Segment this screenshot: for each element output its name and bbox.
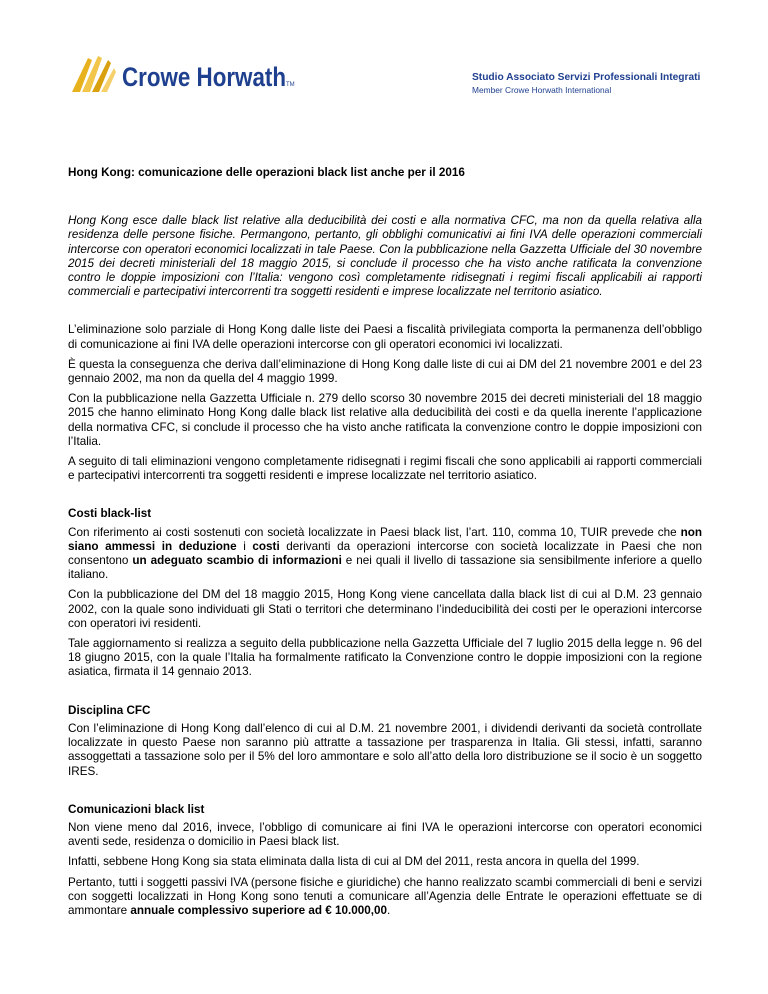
section-heading-cfc: Disciplina CFC: [68, 703, 151, 717]
firm-info: [472, 72, 700, 95]
intro-paragraph-4: A seguito di tali eliminazioni vengono completamente ridisegnati i regimi fiscali che sono applicabili ai rapporti commerciali e partecipativi intercorrenti tra soggetti residenti e imprese localizzate nel territorio asiatico.: [68, 455, 702, 483]
document-title: Hong Kong: comunicazione delle operazioni black list anche per il 2016: [68, 166, 465, 179]
comunicazioni-paragraph-2: Infatti, sebbene Hong Kong sia stata eliminata dalla lista di cui al DM del 2011, resta ancora in quella del 1999.: [68, 855, 640, 869]
intro-paragraph-2: È questa la conseguenza che deriva dall’eliminazione di Hong Kong dalle liste di cui ai DM del 21 novembre 2001 e del 23 gennaio 2002, ma non da quella del 4 maggio 1999.: [68, 357, 702, 386]
comunicazioni-paragraph-1: Non viene meno dal 2016, invece, l’obbligo di comunicare ai fini IVA le operazioni intercorse con operatori economici aventi sede, residenza o domicilio in Paesi black list.: [68, 820, 702, 849]
costi-paragraph-2: Con la pubblicazione del DM del 18 maggio 2015, Hong Kong viene cancellata dalla black list di cui al D.M. 23 gennaio 2002, con la quale sono individuati gli Stati o territori che determinano l’indeducibilità dei costi per le operazioni intercorse con operatori ivi residenti.: [68, 588, 702, 630]
crowe-horwath-logo: [68, 50, 298, 96]
firm-member: Member Crowe Horwath International: [472, 85, 612, 95]
comunicazioni-paragraph-3: Pertanto, tutti i soggetti passivi IVA (persone fisiche e giuridiche) che hanno realizzato scambi commerciali di beni e servizi con soggetti localizzati in Hong Kong sono tenuti a comunicare all’Agenzia delle Entrate le operazioni effettuate se di ammontare annuale complessivo superiore ad € 10.000,00.: [68, 875, 702, 917]
costi-paragraph-1: Con riferimento ai costi sostenuti con società localizzate in Paesi black list, l’art. 110, comma 10, TUIR prevede che non siano ammessi in deduzione i costi derivanti da operazioni intercorse con società localizzate in Paesi che non consentono un adeguato scambio di informazioni e nei quali il livello di tassazione sia sensibilmente inferiore a quello italiano.: [68, 525, 702, 582]
intro-paragraph-3: Con la pubblicazione nella Gazzetta Ufficiale n. 279 dello scorso 30 novembre 2015 dei decreti ministeriali del 18 maggio 2015 che hanno eliminato Hong Kong dalle black list relative alla deducibilità dei costi e da quella inerente l’applicazione della normativa CFC, si conclude il processo che ha visto anche ratificata la convenzione contro le doppie imposizioni con l’Italia.: [68, 392, 702, 448]
section-heading-costi: Costi black-list: [68, 507, 152, 521]
logo-wordmark: Crowe Horwath: [122, 62, 286, 92]
section-heading-comunicazioni: Comunicazioni black list: [68, 802, 205, 816]
costi-paragraph-3: Tale aggiornamento si realizza a seguito della pubblicazione nella Gazzetta Ufficiale del 7 luglio 2015 della legge n. 96 del 18 giugno 2015, con la quale l’Italia ha formalmente ratificato la Convenzione contro le doppie imposizioni con la regione asiatica, firmata il 14 gennaio 2013.: [68, 637, 702, 679]
cfc-paragraph-1: Con l’eliminazione di Hong Kong dall’elenco di cui al D.M. 21 novembre 2001, i dividendi derivanti da società controllate localizzate in questo Paese non saranno più attratte a tassazione per trasparenza in Italia. Gli stessi, infatti, saranno assoggettati a tassazione solo per il 5% del loro ammontare e solo all’atto della loro distribuzione se il socio è un soggetto IRES.: [68, 721, 702, 778]
firm-name: Studio Associato Servizi Professionali Integrati: [472, 72, 701, 83]
document-abstract: Hong Kong esce dalle black list relative alla deducibilità dei costi e alla normativa CFC, ma non da quella relativa alla residenza delle persone fisiche. Permangono, pertanto, gli obblighi comunicativi ai fini IVA delle operazioni commerciali intercorse con operatori economici localizzati in tale Paese. Con la pubblicazione nella Gazzetta Ufficiale del 30 novembre 2015 dei decreti ministeriali del 18 maggio 2015, si conclude il processo che ha visto anche ratificata la convenzione contro le doppie imposizioni con l’Italia: vengono così completamente ridisegnati i regimi fiscali applicabili ai rapporti commerciali e partecipativi intercorrenti tra soggetti residenti e imprese localizzate nel territorio asiatico.: [68, 214, 702, 299]
logo-trademark: TM: [286, 82, 295, 88]
intro-paragraph-1: L’eliminazione solo parziale di Hong Kong dalle liste dei Paesi a fiscalità privilegiata comporta la permanenza dell’obbligo di comunicazione ai fini IVA delle operazioni intercorse con gli operatori economici ivi localizzati.: [68, 323, 702, 351]
document-body: [68, 166, 702, 918]
crowe-horwath-logo-mark: [68, 50, 298, 96]
